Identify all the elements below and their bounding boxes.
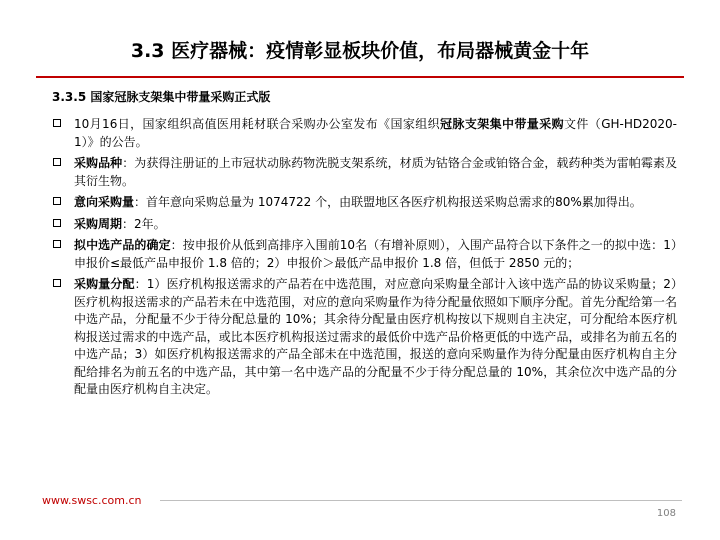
bullet-text: ：首年意向采购总量为 1074722 个，由联盟地区各医疗机构报送采购总需求的80%累加得出。: [134, 195, 642, 209]
bullet-text: 10月16日，国家组织高值医用耗材联合采购办公室发布《国家组织: [74, 117, 441, 131]
slide-title: 3.3 医疗器械：疫情彰显板块价值，布局器械黄金十年: [130, 40, 590, 62]
bullet-list: [52, 116, 677, 403]
bullet-volume-allocation: [52, 276, 677, 399]
bullet-procurement-variety: [52, 155, 677, 190]
bullet-label: 采购量分配: [74, 277, 135, 291]
page-number: 108: [656, 508, 676, 519]
bullet-text: ：按申报价从低到高排序入围前10名（有增补原则），入围产品符合以下条件之一的拟中选：1）申报价≤最低产品申报价 1.8 倍的；2）申报价＞最低产品申报价 1.8 倍，但低于 2850 元的；: [74, 238, 677, 270]
checkbox-bullet-icon: [53, 119, 61, 127]
bullet-bold-inline: 冠脉支架集中带量采购: [440, 117, 564, 131]
section-subtitle: 3.3.5 国家冠脉支架集中带量采购正式版: [52, 90, 271, 104]
bullet-label: 采购周期: [74, 216, 123, 231]
checkbox-bullet-icon: [53, 219, 61, 227]
checkbox-bullet-icon: [53, 197, 61, 205]
bullet-text: ：2年。: [122, 216, 166, 231]
bullet-selection-rules: [52, 237, 677, 272]
bullet-announcement: [52, 116, 677, 151]
bullet-text: ：为获得注册证的上市冠状动脉药物洗脱支架系统，材质为钴铬合金或铂铬合金，载药种类为雷帕霉素及其衍生物。: [74, 156, 677, 188]
title-divider: [36, 76, 684, 78]
bullet-procurement-period: [52, 216, 677, 234]
checkbox-bullet-icon: [53, 240, 61, 248]
bullet-label: 意向采购量: [74, 195, 135, 209]
footer-divider: [160, 500, 682, 501]
footer-website-link[interactable]: www.swsc.com.cn: [42, 494, 142, 507]
bullet-intended-volume: [52, 194, 677, 212]
bullet-label: 拟中选产品的确定: [74, 238, 171, 252]
bullet-text: ：1）医疗机构报送需求的产品若在中选范围，对应意向采购量全部计入该中选产品的协议采购量；2）医疗机构报送需求的产品若未在中选范围，对应的意向采购量作为待分配量依照如下顺序分配。首先分配给第一名中选产品，分配量不少于待分配总量的 10%；其余待分配量由医疗机构按以下规则自主决定，可分配给本医疗机构报送过需求的中选产品，或比本医疗机构报送过需求的最低价中选产品价格更低的中选产品，或排名为前五名的中选产品；3）如医疗机构报送需求的产品全部未在中选范围，报送的意向采购量作为待分配量由医疗机构自主分配给排名为前五名的中选产品，其中第一名中选产品的分配量不少于待分配总量的 10%，其余位次中选产品的分配量由医疗机构自主决定。: [74, 277, 677, 396]
checkbox-bullet-icon: [53, 158, 61, 166]
checkbox-bullet-icon: [53, 279, 61, 287]
bullet-label: 采购品种: [74, 156, 123, 170]
bullet-text-after: 文件（GH-HD2020-1）》的公告。: [74, 117, 677, 149]
